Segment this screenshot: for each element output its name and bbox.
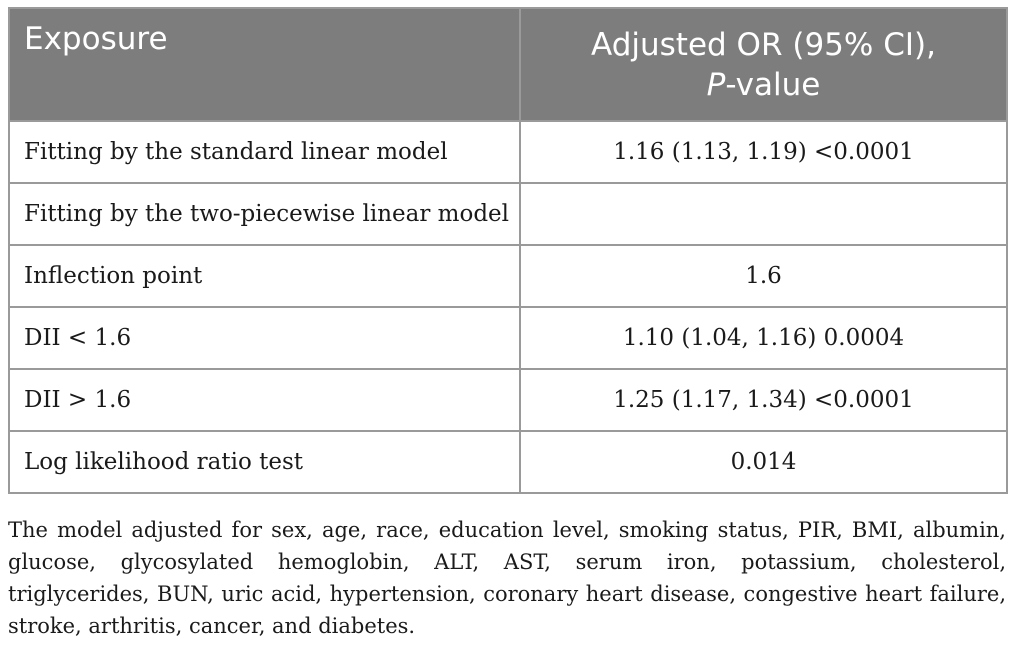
table-row — [9, 369, 1007, 431]
results-table — [8, 7, 1008, 494]
table-row — [9, 183, 1007, 245]
row-value — [520, 183, 1007, 245]
table-header — [9, 8, 1007, 121]
row-exposure: Log likelihood ratio test — [9, 431, 520, 493]
table-footnote: The model adjusted for sex, age, race, education level, smoking status, PIR, BMI, albumin, glucose, glycosylated hemoglobin, ALT, AST, serum iron, potassium, cholesterol, triglycerides, BUN, uric acid, hypertension, coronary heart disease, congestive heart failure, stroke, arthritis, cancer, and diabetes. — [8, 518, 1006, 638]
header-or-line2 — [535, 65, 992, 105]
header-row — [9, 8, 1007, 121]
table-row — [9, 121, 1007, 183]
table-row — [9, 431, 1007, 493]
row-value: 0.014 — [520, 431, 1007, 493]
header-exposure: Exposure — [9, 8, 520, 121]
header-p-rest: -value — [725, 66, 821, 103]
header-adjusted-or — [520, 8, 1007, 121]
row-exposure: DII < 1.6 — [9, 307, 520, 369]
row-value: 1.6 — [520, 245, 1007, 307]
table-row — [9, 245, 1007, 307]
header-p-italic: P — [706, 66, 726, 103]
row-value: 1.16 (1.13, 1.19) <0.0001 — [520, 121, 1007, 183]
results-table-container — [8, 7, 1006, 494]
row-value: 1.25 (1.17, 1.34) <0.0001 — [520, 369, 1007, 431]
row-exposure: Fitting by the two-piecewise linear model — [9, 183, 520, 245]
row-exposure: DII > 1.6 — [9, 369, 520, 431]
row-value: 1.10 (1.04, 1.16) 0.0004 — [520, 307, 1007, 369]
row-exposure: Inflection point — [9, 245, 520, 307]
table-body — [9, 121, 1007, 493]
row-exposure: Fitting by the standard linear model — [9, 121, 520, 183]
table-row — [9, 307, 1007, 369]
header-or-line1: Adjusted OR (95% CI), — [591, 26, 936, 63]
